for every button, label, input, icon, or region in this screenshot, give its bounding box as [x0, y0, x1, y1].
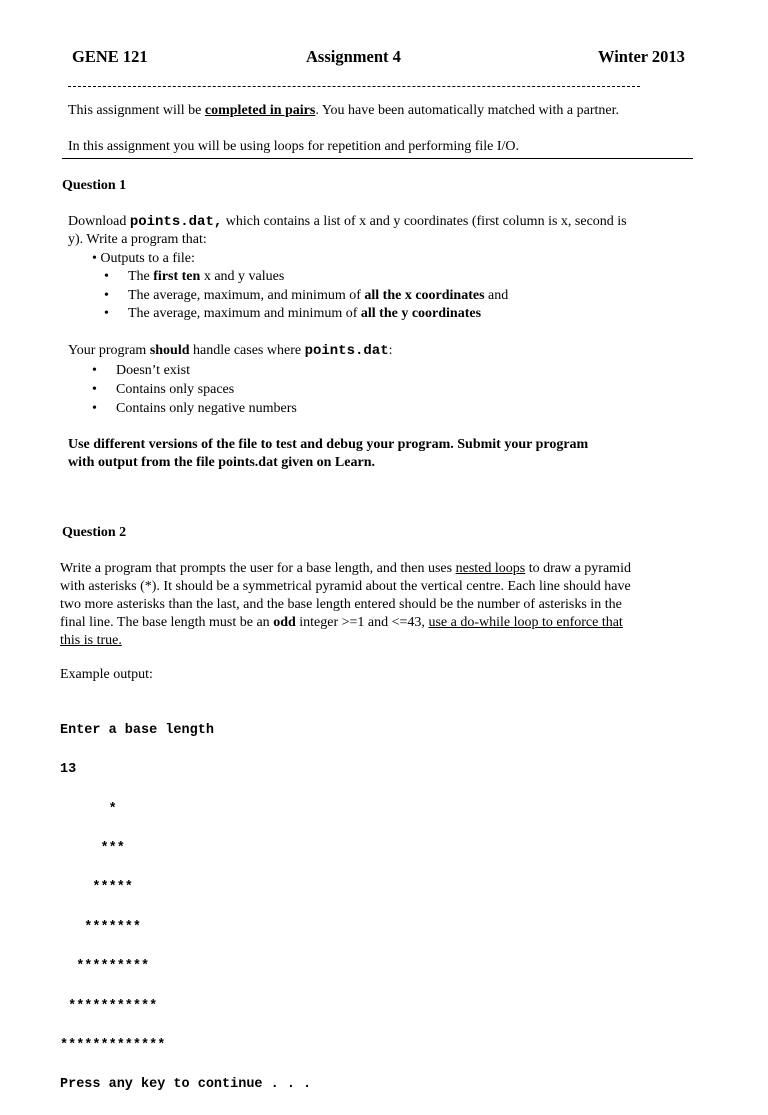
- item-bold: first ten: [153, 269, 201, 284]
- q2-line3: two more asterisks than the last, and the base length entered should be the number of asterisks in the: [60, 597, 622, 612]
- output-line: *************: [60, 1037, 166, 1053]
- loops-line: In this assignment you will be using loops for repetition and performing file I/O.: [68, 139, 520, 154]
- handle-text: Your program: [68, 343, 150, 358]
- item-text: The average, maximum, and minimum of: [128, 288, 365, 303]
- pairs-line: [68, 102, 619, 121]
- case-item: [92, 381, 234, 400]
- bullet-icon: •: [104, 269, 109, 284]
- output-item: [104, 268, 284, 287]
- q2-text: to draw a pyramid: [525, 561, 631, 576]
- pairs-prefix: This assignment will be: [68, 103, 205, 118]
- course-code: GENE 121: [72, 47, 148, 66]
- case-item: [92, 362, 190, 381]
- bullet-icon: •: [92, 382, 97, 397]
- handle-text: handle cases where: [189, 343, 305, 358]
- handle-bold: should: [149, 343, 190, 358]
- question2-heading: Question 2: [62, 525, 127, 540]
- points-dat-code: points.dat: [304, 343, 389, 359]
- item-text: x and y values: [200, 269, 285, 284]
- output-line: *: [60, 801, 117, 817]
- q1-paragraph-line1: [68, 213, 627, 232]
- bullet-icon: •: [92, 251, 97, 266]
- output-line: ***: [60, 840, 125, 856]
- item-text: The: [128, 269, 154, 284]
- case-text: Doesn’t exist: [116, 363, 191, 378]
- bullet-icon: •: [92, 401, 97, 416]
- solid-divider: [62, 158, 693, 159]
- output-line: *********: [60, 959, 150, 975]
- q2-line2: with asterisks (*). It should be a symmetrical pyramid about the vertical centre. Each line should have: [60, 579, 631, 594]
- case-text: Contains only spaces: [116, 382, 235, 397]
- points-dat-code: points.dat,: [129, 214, 223, 230]
- q1-paragraph-line2: y). Write a program that:: [68, 232, 207, 247]
- pairs-emphasis: completed in pairs: [204, 103, 316, 118]
- q2-text: Write a program that prompts the user for a base length, and then uses: [60, 561, 456, 576]
- example-label: Example output:: [60, 667, 153, 682]
- q2-line5: this is true.: [60, 633, 122, 648]
- output-line: Press any key to continue . . .: [60, 1077, 312, 1093]
- bullet-icon: •: [104, 306, 109, 321]
- term: Winter 2013: [598, 47, 685, 66]
- handle-cases-line: [68, 342, 392, 361]
- q2-text: final line. The base length must be an: [60, 615, 274, 630]
- do-while-underlined: use a do-while loop to enforce that: [428, 615, 623, 630]
- q2-line4: [60, 614, 623, 633]
- q2-line1: [60, 560, 631, 579]
- item-bold: all the y coordinates: [360, 306, 482, 321]
- output-line: *****: [60, 880, 133, 896]
- outputs-label: Outputs to a file:: [100, 251, 195, 266]
- output-line: *******: [60, 919, 142, 935]
- assignment-title: Assignment 4: [306, 47, 401, 66]
- submit-line1: Use different versions of the file to test and debug your program. Submit your program: [68, 437, 589, 452]
- q2-text: integer >=1 and <=43,: [295, 615, 429, 630]
- q1-text: Download: [68, 214, 130, 229]
- nested-loops-underlined: nested loops: [455, 561, 526, 576]
- dashed-divider: [68, 86, 640, 88]
- outputs-bullet: [92, 250, 195, 269]
- q1-text: which contains a list of x and y coordinates (first column is x, second is: [222, 214, 627, 229]
- output-item: [104, 305, 481, 324]
- output-line: 13: [60, 762, 77, 778]
- output-line: ***********: [60, 998, 158, 1014]
- output-item: [104, 287, 508, 306]
- question1-heading: Question 1: [62, 178, 127, 193]
- item-text: The average, maximum and minimum of: [128, 306, 361, 321]
- example-output: [60, 701, 311, 1115]
- case-text: Contains only negative numbers: [116, 401, 297, 416]
- odd-bold: odd: [273, 615, 296, 630]
- handle-text: :: [388, 343, 393, 358]
- item-text: and: [484, 288, 509, 303]
- output-line: Enter a base length: [60, 722, 214, 738]
- pairs-suffix: . You have been automatically matched with a partner.: [315, 103, 619, 118]
- submit-line2: with output from the file points.dat given on Learn.: [68, 455, 375, 470]
- case-item: [92, 400, 297, 419]
- item-bold: all the x coordinates: [364, 288, 485, 303]
- bullet-icon: •: [92, 363, 97, 378]
- bullet-icon: •: [104, 288, 109, 303]
